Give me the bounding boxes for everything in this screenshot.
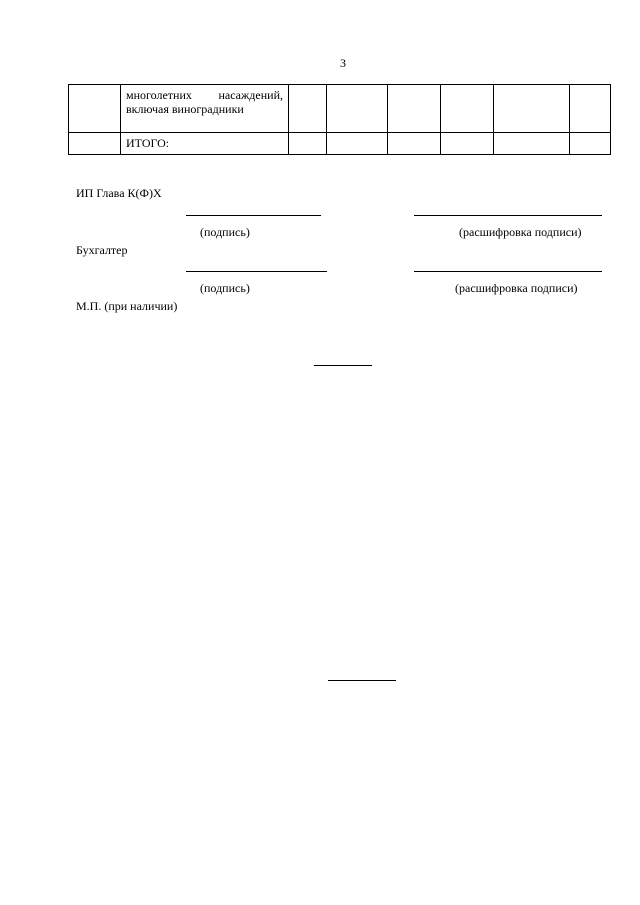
accountant-decoding-caption: (расшифровка подписи) xyxy=(455,281,578,295)
table-cell xyxy=(441,133,494,155)
table-cell xyxy=(327,85,388,133)
table-cell xyxy=(494,85,570,133)
table-cell-total-label: ИТОГО: xyxy=(121,133,289,155)
head-decoding-caption: (расшифровка подписи) xyxy=(459,225,582,239)
table-cell xyxy=(69,133,121,155)
accountant-signature-line xyxy=(186,271,327,272)
separator-line xyxy=(314,365,372,366)
table-cell xyxy=(388,133,441,155)
table-row-total xyxy=(69,133,611,155)
table-cell xyxy=(69,85,121,133)
table-cell xyxy=(441,85,494,133)
table-row xyxy=(69,85,611,133)
head-label: ИП Глава К(Ф)Х xyxy=(76,186,162,200)
accountant-signature-caption: (подпись) xyxy=(200,281,250,295)
table-cell xyxy=(570,133,611,155)
page-number: 3 xyxy=(340,56,346,70)
separator-line xyxy=(328,680,396,681)
table-cell xyxy=(388,85,441,133)
table-cell-name: многолетних насаждений, включая виноградники xyxy=(121,85,289,133)
head-decoding-line xyxy=(414,215,602,216)
accountant-label: Бухгалтер xyxy=(76,243,128,257)
table-cell xyxy=(289,85,327,133)
table-cell xyxy=(494,133,570,155)
stamp-label: М.П. (при наличии) xyxy=(76,299,178,313)
accountant-decoding-line xyxy=(414,271,602,272)
head-signature-line xyxy=(186,215,321,216)
summary-table xyxy=(68,84,611,155)
table-cell xyxy=(327,133,388,155)
table-cell xyxy=(570,85,611,133)
head-signature-caption: (подпись) xyxy=(200,225,250,239)
table-cell xyxy=(289,133,327,155)
